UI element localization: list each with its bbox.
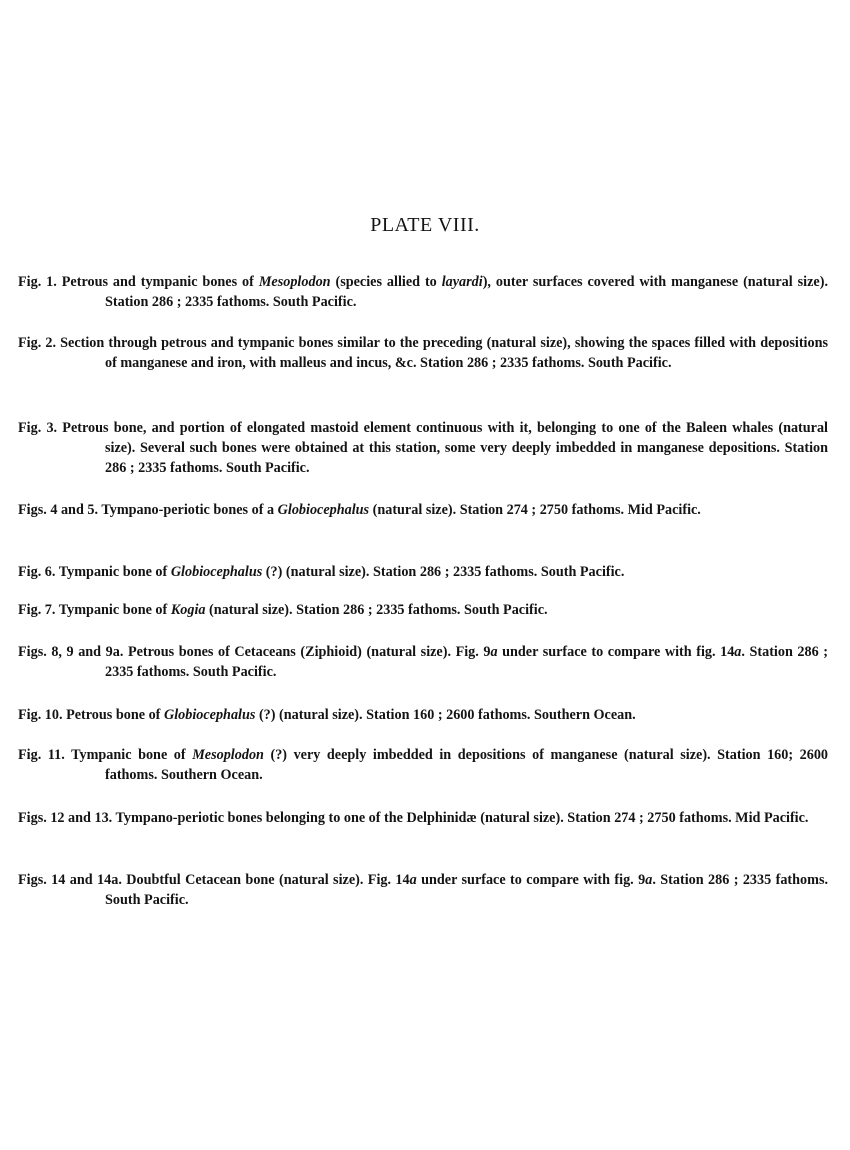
taxon-name: a bbox=[409, 872, 417, 888]
caption-text: under surface to compare with fig. 9 bbox=[416, 872, 646, 888]
taxon-name: Kogia bbox=[170, 602, 206, 618]
caption-text: Tympanic bone of bbox=[58, 564, 171, 580]
figure-label: Fig. 7. bbox=[18, 602, 56, 618]
plate-entry bbox=[18, 500, 828, 520]
plate-entry bbox=[18, 272, 828, 312]
figure-label: Fig. 2. bbox=[18, 335, 57, 351]
caption-text: under surface to compare with fig. 14 bbox=[497, 644, 735, 660]
plate-entry bbox=[18, 418, 828, 478]
taxon-name: Globiocephalus bbox=[277, 502, 370, 518]
caption-text: Doubtful Cetacean bone (natural size). Fig. 14 bbox=[126, 872, 410, 888]
caption-text: Tympano-periotic bones belonging to one of the Delphinidæ (natural size). Station 274 ; 2750 fathoms. Mid Pacific. bbox=[115, 810, 809, 826]
taxon-name: a bbox=[645, 872, 653, 888]
figure-label: Fig. 10. bbox=[18, 707, 63, 723]
figure-label: Fig. 11. bbox=[18, 747, 65, 763]
plate-entry bbox=[18, 705, 828, 725]
caption-text: Petrous bones of Cetaceans (Ziphioid) (natural size). Fig. 9 bbox=[127, 644, 491, 660]
figure-label: Figs. 4 and 5. bbox=[18, 502, 99, 518]
taxon-name: a bbox=[490, 644, 498, 660]
taxon-name: a bbox=[734, 644, 742, 660]
taxon-name: Mesoplodon bbox=[192, 747, 264, 763]
caption-text: (?) (natural size). Station 160 ; 2600 fathoms. Southern Ocean. bbox=[255, 707, 636, 723]
plate-entry bbox=[18, 808, 828, 828]
caption-text: . Station 286 ; 2335 fathoms. South Pacific. bbox=[105, 872, 829, 908]
caption-text: Tympanic bone of bbox=[58, 602, 171, 618]
plate-entry bbox=[18, 562, 828, 582]
caption-text: Tympanic bone of bbox=[71, 747, 193, 763]
figure-label: Figs. 14 and 14a. bbox=[18, 872, 122, 888]
taxon-name: Globiocephalus bbox=[170, 564, 263, 580]
taxon-name: Mesoplodon bbox=[258, 274, 331, 290]
caption-text: (?) (natural size). Station 286 ; 2335 fathoms. South Pacific. bbox=[262, 564, 625, 580]
caption-text: (natural size). Station 286 ; 2335 fathoms. South Pacific. bbox=[205, 602, 548, 618]
plate-entry bbox=[18, 600, 828, 620]
caption-text: Petrous bone, and portion of elongated mastoid element continuous with it, belonging to one of the Baleen whales (natural size). Several such bones were obtained at this station, some very deeply imbedded in manganese depositions. Station 286 ; 2335 fathoms. South Pacific. bbox=[62, 420, 829, 476]
figure-label: Fig. 6. bbox=[18, 564, 56, 580]
caption-text: Petrous and tympanic bones of bbox=[61, 274, 259, 290]
caption-text: Petrous bone of bbox=[66, 707, 164, 723]
caption-text: ), outer surfaces covered with manganese (natural size). Station 286 ; 2335 fathoms. South Pacific. bbox=[105, 274, 828, 310]
caption-text: Tympano-periotic bones of a bbox=[101, 502, 278, 518]
caption-text: (?) very deeply imbedded in depositions of manganese (natural size). Station 160; 2600 fathoms. Southern Ocean. bbox=[105, 747, 829, 783]
taxon-name: layardi bbox=[441, 274, 483, 290]
figure-label: Figs. 8, 9 and 9a. bbox=[18, 644, 124, 660]
taxon-name: Globiocephalus bbox=[163, 707, 256, 723]
figure-label: Figs. 12 and 13. bbox=[18, 810, 113, 826]
caption-text: Section through petrous and tympanic bones similar to the preceding (natural size), showing the spaces filled with depositions of manganese and iron, with malleus and incus, &c. Station 286 ; 2335 fathoms. South Pacific. bbox=[60, 335, 828, 371]
plate-entry bbox=[18, 870, 828, 910]
plate-entry bbox=[18, 745, 828, 785]
caption-text: (natural size). Station 274 ; 2750 fathoms. Mid Pacific. bbox=[369, 502, 701, 518]
plate-entry bbox=[18, 642, 828, 682]
caption-text: (species allied to bbox=[330, 274, 442, 290]
plate-entry bbox=[18, 333, 828, 373]
caption-text: . Station 286 ; 2335 fathoms. South Pacific. bbox=[105, 644, 828, 680]
plate-title: PLATE VIII. bbox=[370, 214, 480, 236]
figure-label: Fig. 3. bbox=[18, 420, 58, 436]
figure-label: Fig. 1. bbox=[18, 274, 57, 290]
